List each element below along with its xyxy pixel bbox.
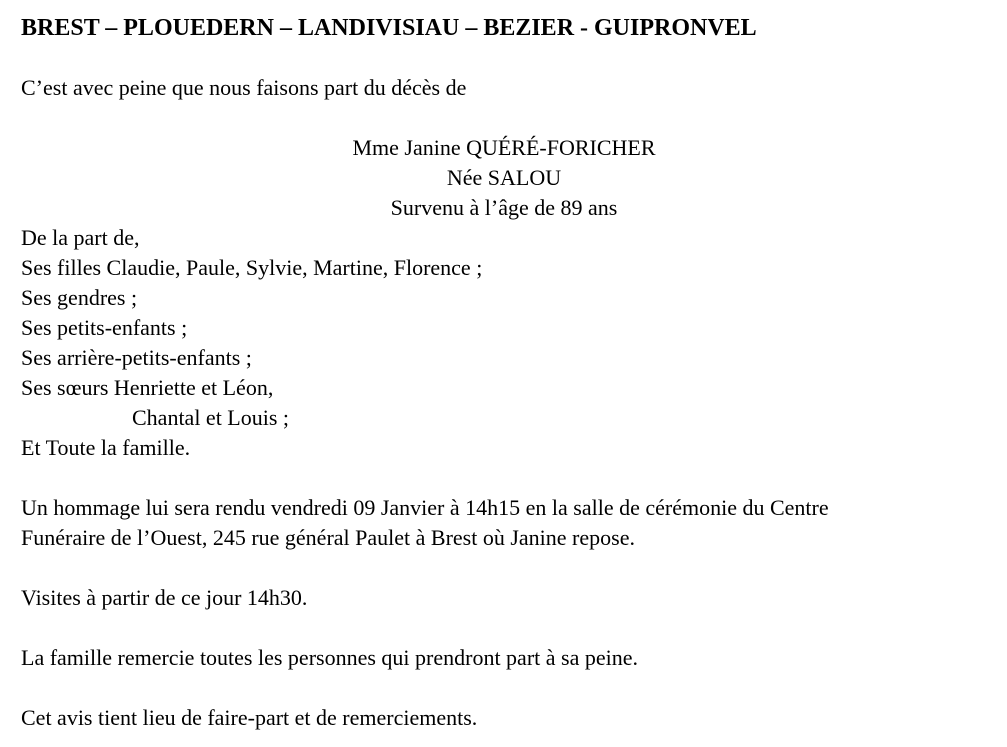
family-line: Ses arrière-petits-enfants ; (21, 345, 252, 370)
intro-text: C’est avec peine que nous faisons part du décès de (21, 75, 467, 100)
spacer (21, 553, 987, 583)
family-line: Ses petits-enfants ; (21, 315, 188, 340)
tribute-line: Un hommage lui sera rendu vendredi 09 Janvier à 14h15 en la salle de cérémonie du Centre (21, 495, 829, 520)
deceased-name: Mme Janine QUÉRÉ-FORICHER (352, 135, 656, 160)
obituary-notice (21, 13, 987, 733)
spacer (21, 673, 987, 703)
thanks-text: La famille remercie toutes les personnes qui prendront part à sa peine. (21, 645, 638, 670)
family-heading: De la part de, (21, 225, 140, 250)
family-line: Ses sœurs Henriette et Léon, (21, 375, 274, 400)
spacer (21, 43, 987, 73)
tribute-line: Funéraire de l’Ouest, 245 rue général Paulet à Brest où Janine repose. (21, 525, 635, 550)
family-line: Ses gendres ; (21, 285, 138, 310)
spacer (21, 103, 987, 133)
closing-text: Cet avis tient lieu de faire-part et de remerciements. (21, 705, 478, 730)
notice-title: BREST – PLOUEDERN – LANDIVISIAU – BEZIER - GUIPRONVEL (21, 15, 757, 41)
visits-text: Visites à partir de ce jour 14h30. (21, 585, 308, 610)
spacer (21, 613, 987, 643)
family-line: Et Toute la famille. (21, 435, 191, 460)
family-line: Ses filles Claudie, Paule, Sylvie, Martine, Florence ; (21, 255, 483, 280)
deceased-maiden-name: Née SALOU (446, 165, 562, 190)
spacer (21, 463, 987, 493)
family-line: Chantal et Louis ; (132, 405, 290, 430)
deceased-age: Survenu à l’âge de 89 ans (390, 195, 618, 220)
